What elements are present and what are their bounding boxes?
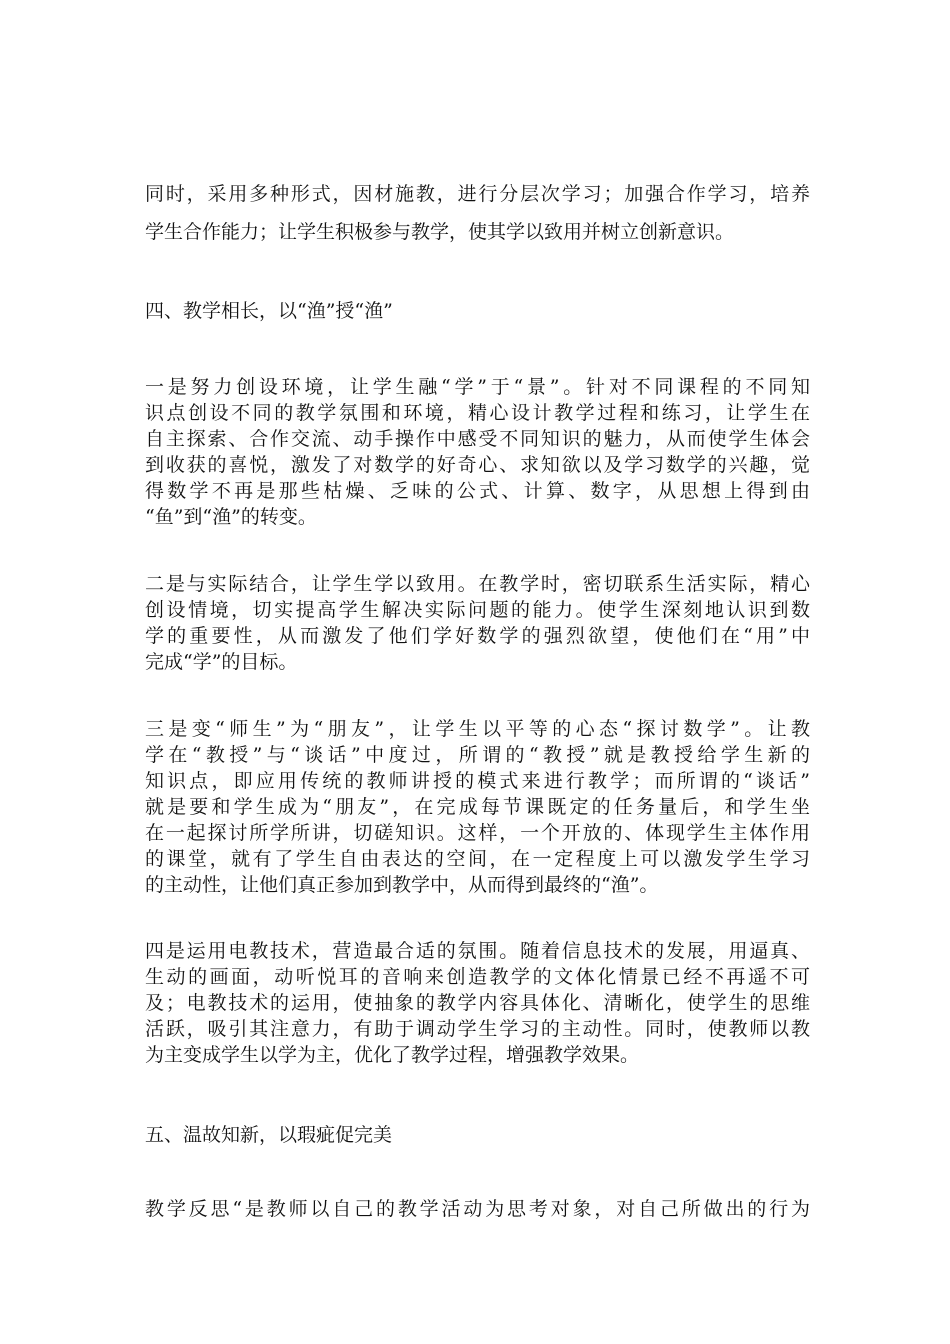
text-line: 为主变成学生以学为主，优化了教学过程，增强教学效果。 bbox=[145, 1044, 640, 1066]
text-line: 得数学不再是那些枯燥、乏味的公式、计算、数字，从思想上得到由 bbox=[145, 480, 810, 502]
text-line: 及；电教技术的运用，使抽象的教学内容具体化、清晰化，使学生的思维 bbox=[145, 992, 810, 1014]
paragraph-2 bbox=[145, 571, 810, 675]
text-line: 的主动性，让他们真正参加到教学中，从而得到最终的“渔”。 bbox=[145, 874, 659, 896]
text-line: 同时，采用多种形式，因材施教，进行分层次学习；加强合作学习，培养 bbox=[145, 183, 810, 205]
heading-text: 五、温故知新，以瑕疵促完美 bbox=[145, 1124, 393, 1146]
text-line: 四是运用电教技术，营造最合适的氛围。随着信息技术的发展，用逼真、 bbox=[145, 940, 810, 962]
text-line: 二是与实际结合，让学生学以致用。在教学时，密切联系生活实际，精心 bbox=[145, 573, 810, 595]
heading-text: 四、教学相长，以“渔”授“渔” bbox=[145, 300, 393, 322]
text-line: 创设情境，切实提高学生解决实际问题的能力。使学生深刻地认识到数 bbox=[145, 599, 810, 621]
text-line: 在一起探讨所学所讲，切磋知识。这样，一个开放的、体现学生主体作用 bbox=[145, 822, 810, 844]
text-line: 生动的画面，动听悦耳的音响来创造教学的文体化情景已经不再遥不可 bbox=[145, 966, 810, 988]
text-line: 自主探索、合作交流、动手操作中感受不同知识的魅力，从而使学生体会 bbox=[145, 428, 810, 450]
text-line: 活跃，吸引其注意力，有助于调动学生学习的主动性。同时，使教师以教 bbox=[145, 1018, 810, 1040]
text-line: 的课堂，就有了学生自由表达的空间，在一定程度上可以激发学生学习 bbox=[145, 848, 810, 870]
text-line: 三是变“师生”为“朋友”，让学生以平等的心态“探讨数学”。让教 bbox=[145, 718, 810, 740]
section-heading-4 bbox=[145, 298, 810, 324]
paragraph-4 bbox=[145, 938, 810, 1068]
text-line: 到收获的喜悦，激发了对数学的好奇心、求知欲以及学习数学的兴趣，觉 bbox=[145, 454, 810, 476]
text-line: 学的重要性，从而激发了他们学好数学的强烈欲望，使他们在“用”中 bbox=[145, 625, 810, 647]
text-line: 识点创设不同的教学氛围和环境，精心设计教学过程和练习，让学生在 bbox=[145, 402, 810, 424]
paragraph-5 bbox=[145, 1196, 810, 1222]
text-line: “鱼”到“渔”的转变。 bbox=[145, 506, 317, 528]
text-line: 学在“教授”与“谈话”中度过，所谓的“教授”就是教授给学生新的 bbox=[145, 744, 810, 766]
text-line: 一是努力创设环境，让学生融“学”于“景”。针对不同课程的不同知 bbox=[145, 376, 810, 398]
text-line: 知识点，即应用传统的教师讲授的模式来进行教学；而所谓的“谈话” bbox=[145, 770, 810, 792]
paragraph-continued bbox=[145, 175, 810, 251]
text-line: 教学反思“是教师以自己的教学活动为思考对象，对自己所做出的行为 bbox=[145, 1198, 810, 1220]
text-line: 完成“学”的目标。 bbox=[145, 651, 298, 673]
text-line: 就是要和学生成为“朋友”，在完成每节课既定的任务量后，和学生坐 bbox=[145, 796, 810, 818]
section-heading-5 bbox=[145, 1122, 810, 1148]
paragraph-3 bbox=[145, 716, 810, 898]
paragraph-1 bbox=[145, 374, 810, 530]
text-line: 学生合作能力；让学生积极参与教学，使其学以致用并树立创新意识。 bbox=[145, 221, 735, 243]
